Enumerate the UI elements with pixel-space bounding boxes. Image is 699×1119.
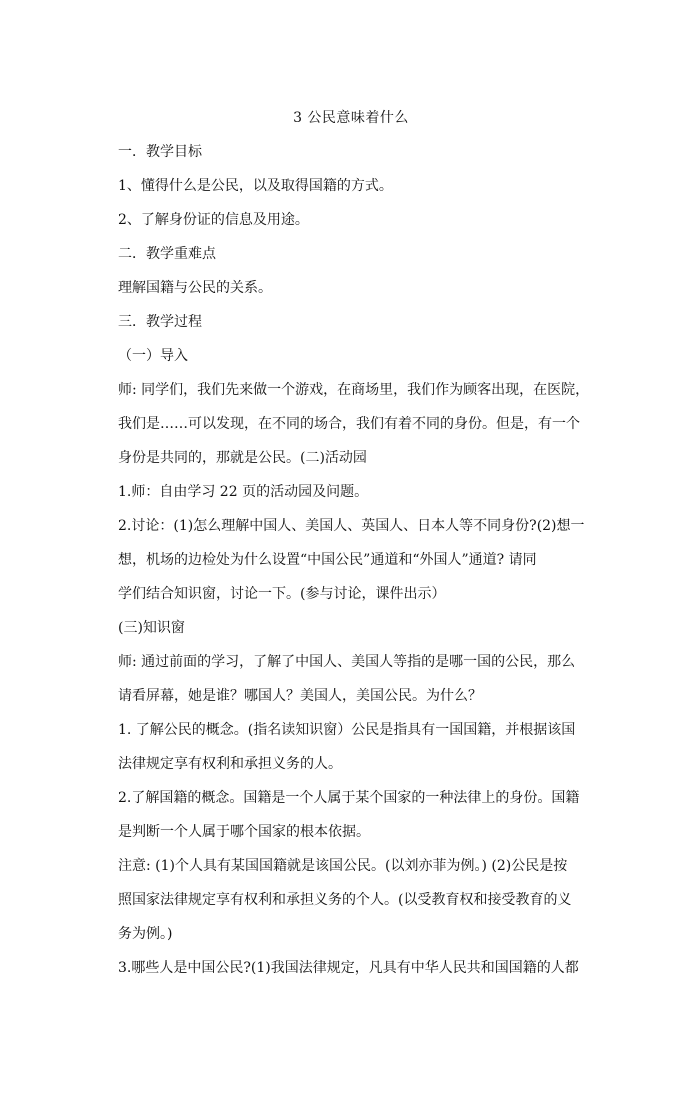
paragraph-line: 2.讨论：(1)怎么理解中国人、美国人、英国人、日本人等不同身份?(2)想一 bbox=[118, 518, 585, 534]
paragraph-chinese-citizens bbox=[118, 951, 584, 985]
paragraph-line: 照国家法律规定享有权利和承担义务的个人。(以受教育权和接受教育的义 bbox=[118, 892, 572, 908]
section-heading-teaching-process: 三．教学过程 bbox=[118, 314, 202, 330]
subsection-introduction: （一）导入 bbox=[118, 348, 188, 364]
goal-item-2: 2、了解身份证的信息及用途。 bbox=[118, 212, 309, 228]
paragraph-line: 学们结合知识窗，讨论一下。(参与讨论，课件出示） bbox=[118, 586, 446, 602]
document-title: 3 公民意味着什么 bbox=[293, 110, 409, 126]
paragraph-line: 请看屏幕，她是谁？哪国人？美国人，美国公民。为什么？ bbox=[118, 688, 482, 704]
activity-step-1: 1.师：自由学习 22 页的活动园及问题。 bbox=[118, 484, 369, 500]
paragraph-citizen-concept bbox=[118, 713, 584, 781]
paragraph-line: 是判断一个人属于哪个国家的根本依据。 bbox=[118, 824, 370, 840]
paragraph-line: 身份是共同的，那就是公民。(二)活动园 bbox=[118, 450, 367, 466]
paragraph-note bbox=[118, 849, 584, 951]
subsection-knowledge-window: (三)知识窗 bbox=[118, 620, 185, 636]
goal-item-1: 1、懂得什么是公民，以及取得国籍的方式。 bbox=[118, 178, 393, 194]
section-heading-key-points: 二．教学重难点 bbox=[118, 246, 216, 262]
paragraph-introduction bbox=[118, 373, 590, 475]
paragraph-discussion bbox=[118, 509, 584, 611]
document-body bbox=[118, 108, 590, 992]
paragraph-line: 注意: (1)个人具有某国国籍就是该国公民。(以刘亦菲为例。) (2)公民是按 bbox=[118, 858, 568, 874]
paragraph-line: 务为例。) bbox=[118, 926, 173, 942]
paragraph-line: 师: 同学们，我们先来做一个游戏，在商场里，我们作为顾客出现，在医院， bbox=[118, 382, 590, 398]
paragraph-line: 2.了解国籍的概念。国籍是一个人属于某个国家的一种法律上的身份。国籍 bbox=[118, 790, 580, 806]
paragraph-line: 3.哪些人是中国公民?(1)我国法律规定，凡具有中华人民共和国国籍的人都 bbox=[118, 960, 579, 976]
paragraph-nationality-concept bbox=[118, 781, 584, 849]
key-points-text: 理解国籍与公民的关系。 bbox=[118, 280, 272, 296]
paragraph-line: 1. 了解公民的概念。(指名读知识窗）公民是指具有一国国籍，并根据该国 bbox=[118, 722, 576, 738]
paragraph-teacher-question bbox=[118, 645, 584, 713]
section-heading-teaching-goals: 一．教学目标 bbox=[118, 144, 202, 160]
paragraph-line: 想，机场的边检处为什么设置“中国公民”通道和“外国人”通道? 请同 bbox=[118, 552, 537, 568]
paragraph-line: 师: 通过前面的学习，了解了中国人、美国人等指的是哪一国的公民，那么 bbox=[118, 654, 576, 670]
paragraph-line: 法律规定享有权利和承担义务的人。 bbox=[118, 756, 342, 772]
paragraph-line: 我们是……可以发现，在不同的场合，我们有着不同的身份。但是，有一个 bbox=[118, 416, 580, 432]
